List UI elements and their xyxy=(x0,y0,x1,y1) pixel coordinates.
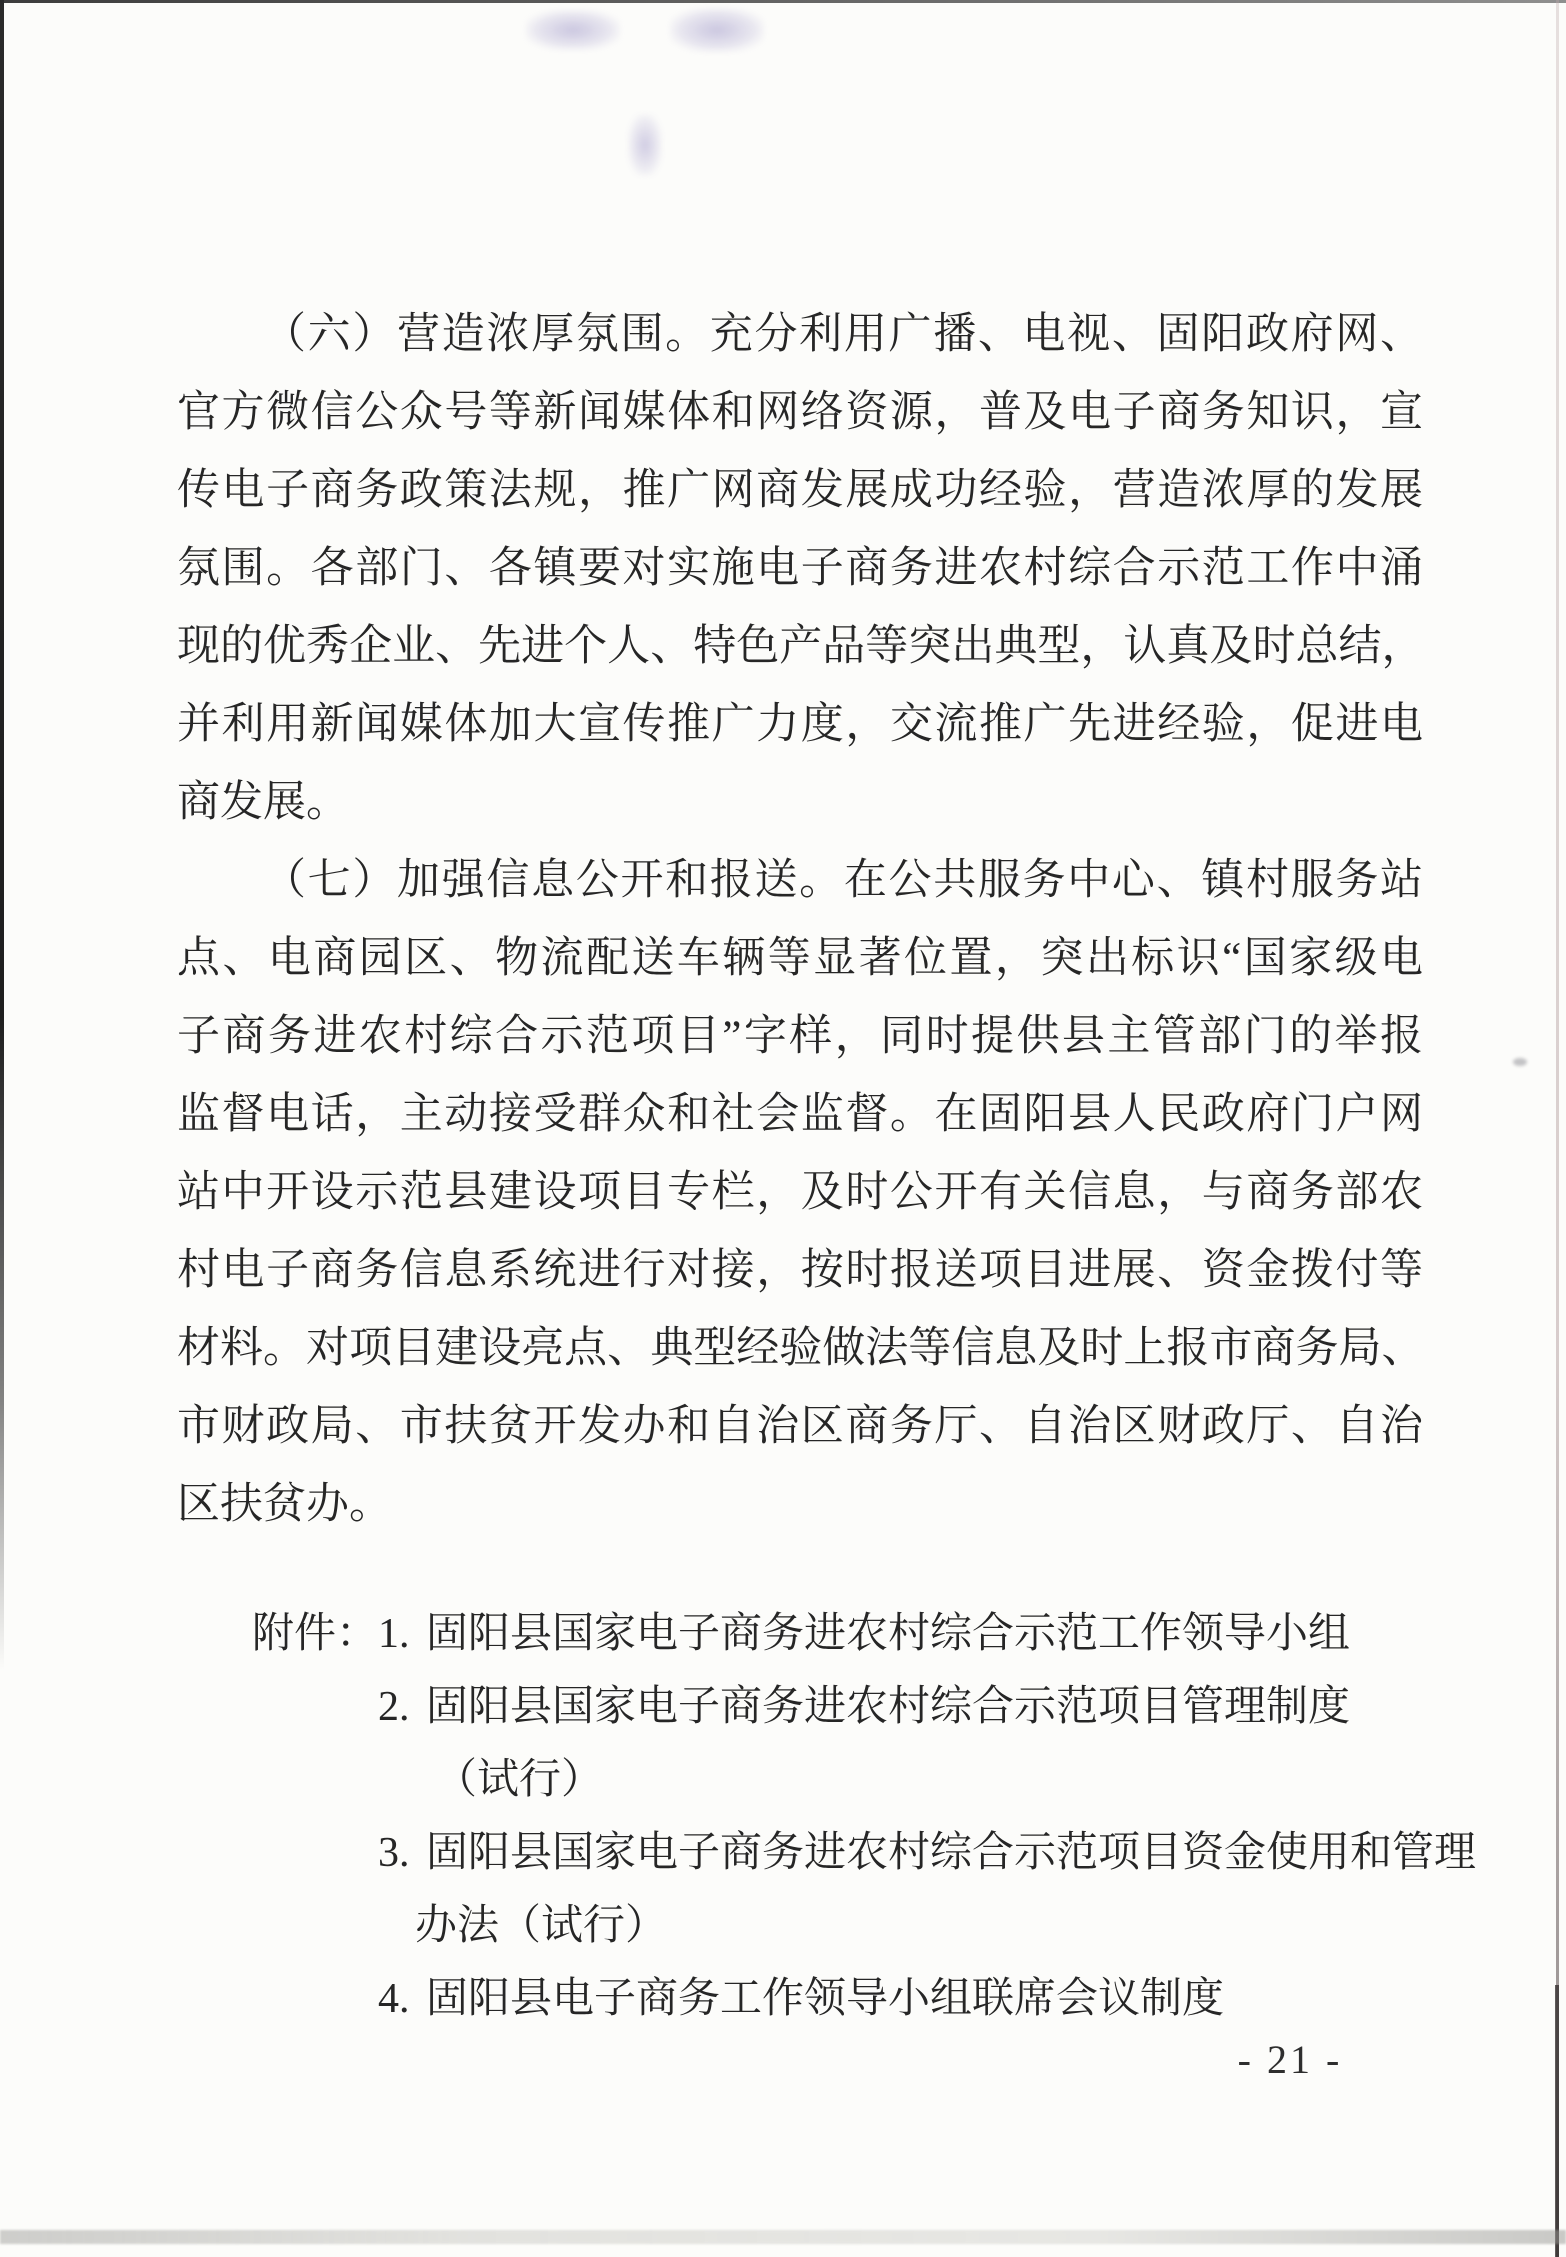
paragraph-line: 现的优秀企业、先进个人、特色产品等突出典型，认真及时总结， xyxy=(177,623,1423,670)
paper-speck xyxy=(1513,1058,1527,1066)
page-number: - 21 - xyxy=(1237,2037,1343,2082)
right-edge-scan-line-dark xyxy=(1555,1985,1559,2257)
ink-bleed-smudge-left xyxy=(526,10,620,50)
attachments-block xyxy=(252,1598,1502,2036)
ink-bleed-smudge-right xyxy=(670,8,764,52)
paragraph-line: 氛围。各部门、各镇要对实施电子商务进农村综合示范工作中涌 xyxy=(177,545,1423,592)
paragraph-line: 村电子商务信息系统进行对接，按时报送项目进展、资金拨付等 xyxy=(177,1247,1423,1294)
attachment-title: 固阳县电子商务工作领导小组联席会议制度 xyxy=(426,1976,1225,2022)
attachment-number: 4. xyxy=(378,1976,410,2022)
attachment-title: 固阳县国家电子商务进农村综合示范项目资金使用和管理 xyxy=(426,1830,1477,1876)
attachment-number: 1. xyxy=(378,1611,410,1657)
paragraph-line: 监督电话，主动接受群众和社会监督。在固阳县人民政府门户网 xyxy=(177,1091,1423,1138)
paragraph-line: （七）加强信息公开和报送。在公共服务中心、镇村服务站 xyxy=(263,857,1423,904)
bottom-edge-scan-shadow xyxy=(0,2230,1566,2244)
attachment-title-continuation: （试行） xyxy=(435,1757,604,1803)
ink-bleed-smudge-small xyxy=(628,114,662,176)
paragraph-line: 官方微信公众号等新闻媒体和网络资源，普及电子商务知识，宣 xyxy=(177,389,1423,436)
attachment-row-continuation xyxy=(252,1744,1502,1817)
right-edge-scan-line xyxy=(1556,0,1559,2257)
paragraph-line: 子商务进农村综合示范项目”字样，同时提供县主管部门的举报 xyxy=(177,1013,1423,1060)
attachment-row xyxy=(252,1598,1502,1671)
attachment-number: 2. xyxy=(378,1684,410,1730)
attachments-label: 附件： xyxy=(252,1611,379,1657)
paragraph-line: 材料。对项目建设亮点、典型经验做法等信息及时上报市商务局、 xyxy=(177,1325,1423,1372)
attachment-number: 3. xyxy=(378,1830,410,1876)
paragraph-line: 市财政局、市扶贫开发办和自治区商务厅、自治区财政厅、自治 xyxy=(177,1403,1423,1450)
left-edge-scan-shadow xyxy=(0,0,4,2257)
paragraph-line: 传电子商务政策法规，推广网商发展成功经验，营造浓厚的发展 xyxy=(177,467,1423,514)
attachment-row xyxy=(252,1817,1502,1890)
paragraph-line: 商发展。 xyxy=(177,779,349,826)
paragraph-line: （六）营造浓厚氛围。充分利用广播、电视、固阳政府网、 xyxy=(263,311,1423,358)
document-body xyxy=(177,296,1423,1544)
attachment-title-continuation: 办法（试行） xyxy=(415,1903,668,1949)
paragraph-line: 并利用新闻媒体加大宣传推广力度，交流推广先进经验，促进电 xyxy=(177,701,1423,748)
attachment-row xyxy=(252,1671,1502,1744)
paragraph-line: 区扶贫办。 xyxy=(177,1481,392,1528)
attachment-row-continuation xyxy=(252,1890,1502,1963)
paragraph-line: 站中开设示范县建设项目专栏，及时公开有关信息，与商务部农 xyxy=(177,1169,1423,1216)
attachment-title: 固阳县国家电子商务进农村综合示范工作领导小组 xyxy=(426,1611,1351,1657)
attachment-title: 固阳县国家电子商务进农村综合示范项目管理制度 xyxy=(426,1684,1351,1730)
top-edge-scan-line xyxy=(0,0,1566,3)
paragraph-line: 点、电商园区、物流配送车辆等显著位置，突出标识“国家级电 xyxy=(177,935,1423,982)
attachment-row xyxy=(252,1963,1502,2036)
